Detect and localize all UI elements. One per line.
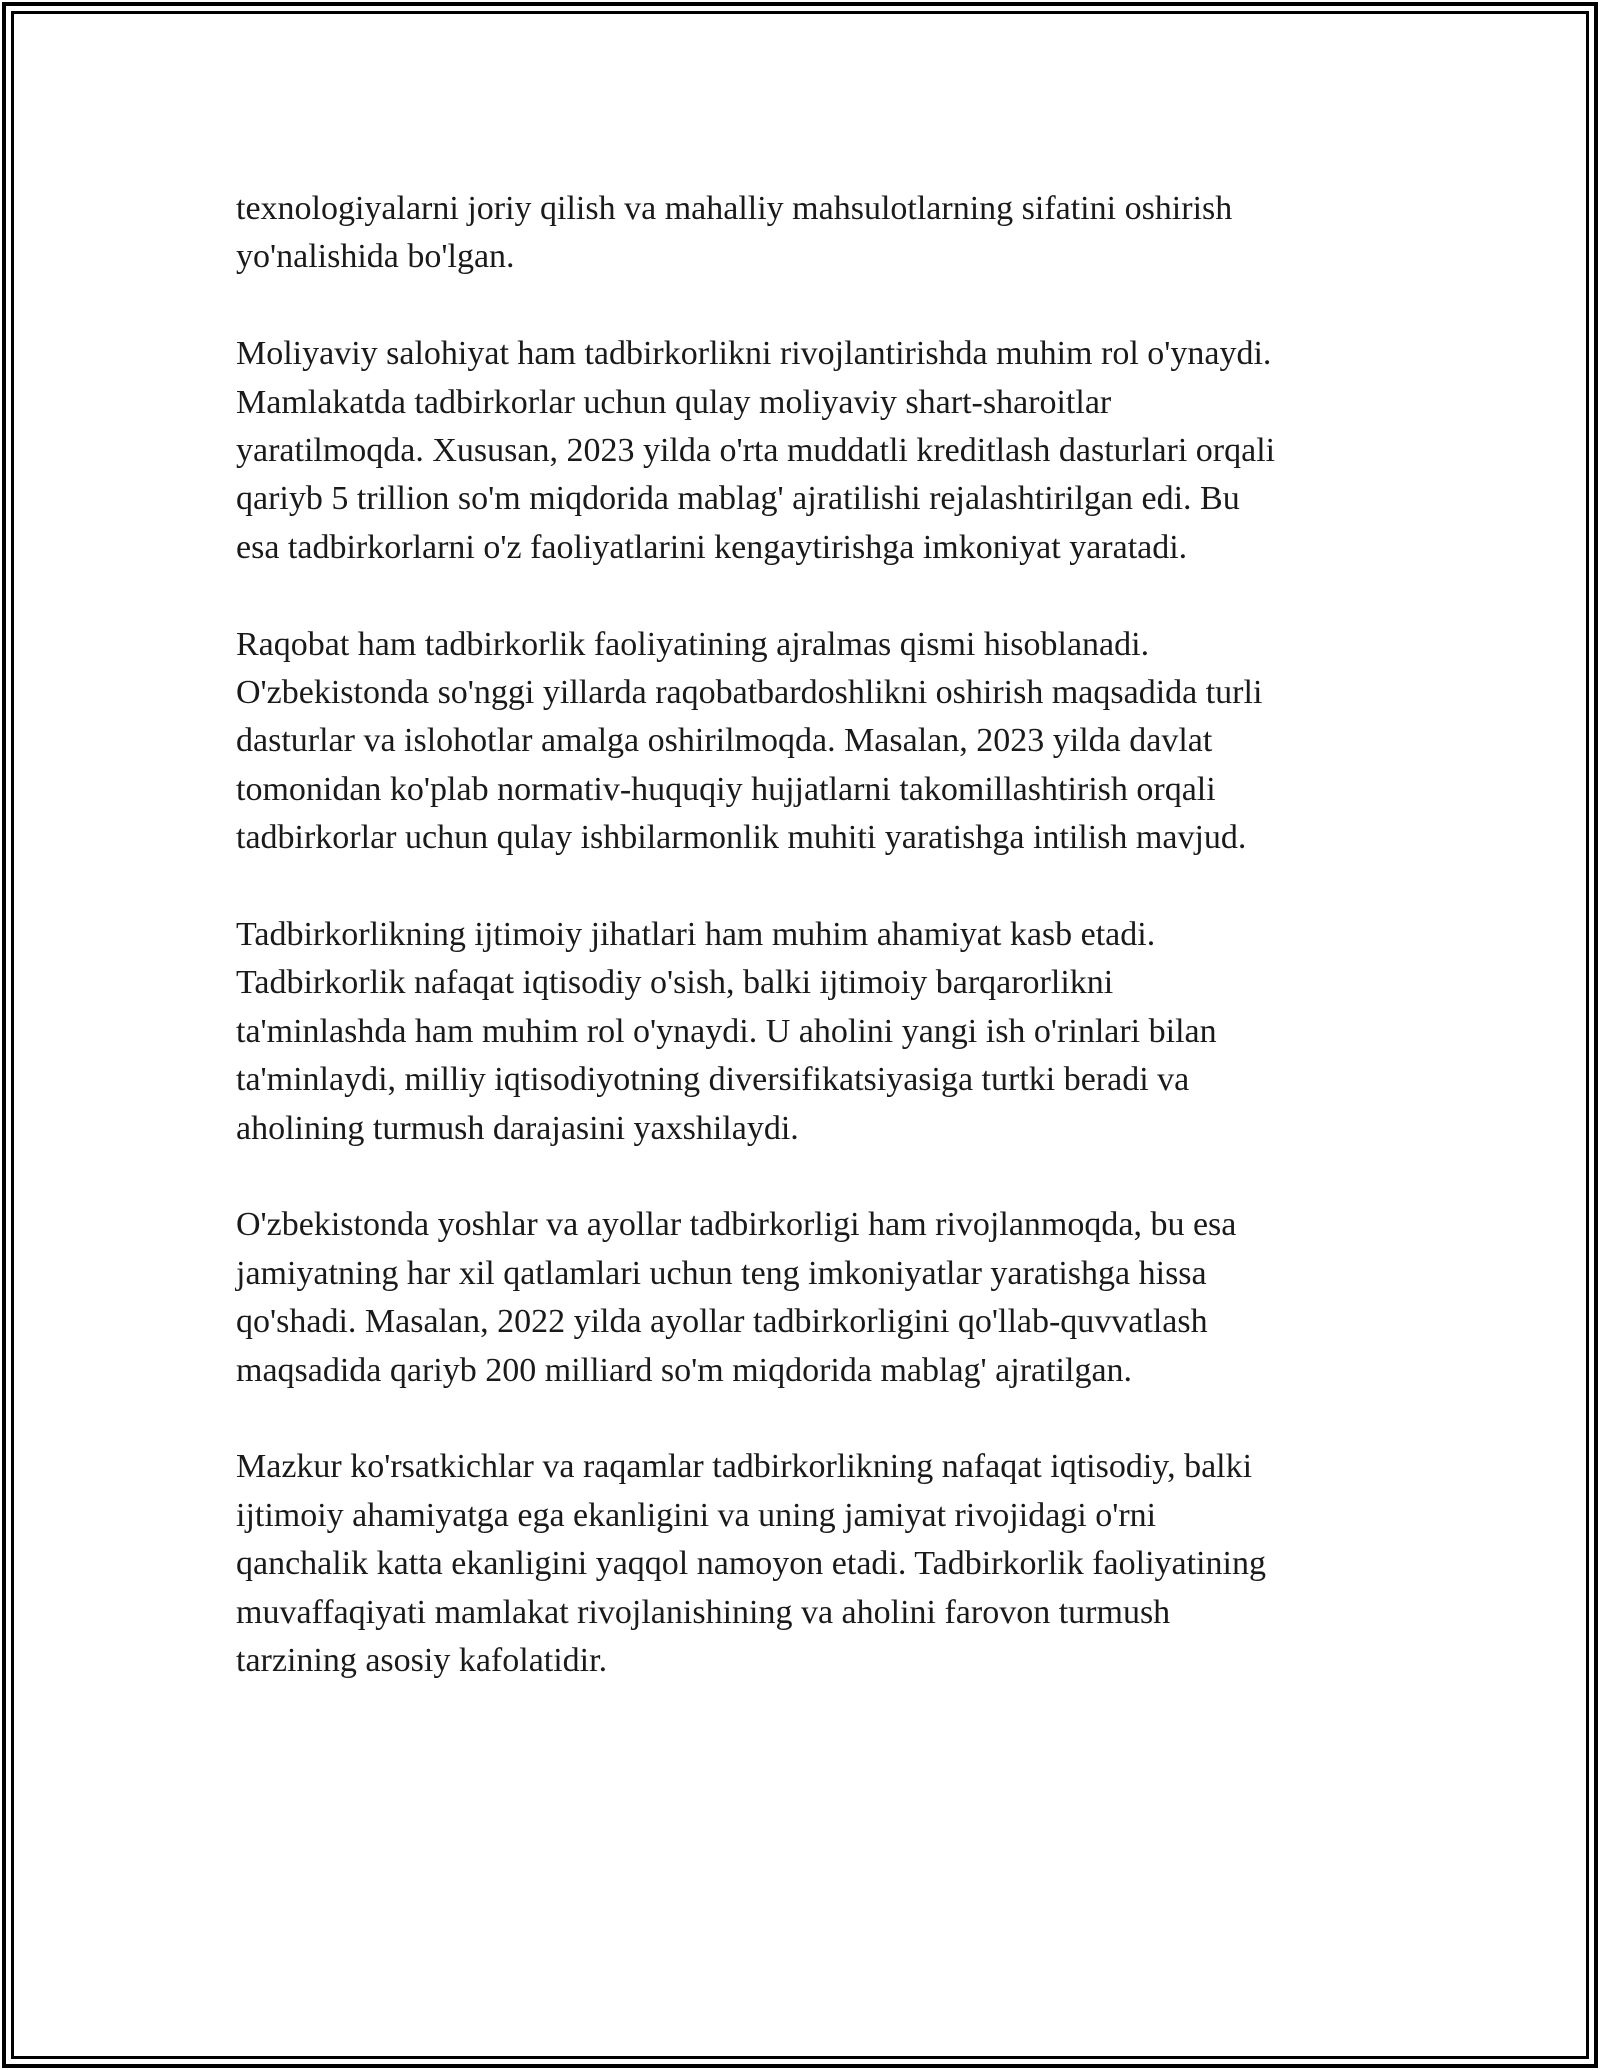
text-line: ta'minlaydi, milliy iqtisodiyotning diversifikatsiyasiga turtki beradi va (236, 1061, 1190, 1099)
text-line: jamiyatning har xil qatlamlari uchun teng imkoniyatlar yaratishga hissa (236, 1254, 1207, 1292)
text-line: Mamlakatda tadbirkorlar uchun qulay moliyaviy shart-sharoitlar (236, 383, 1112, 421)
text-line: yo'nalishida bo'lgan. (236, 238, 515, 276)
text-line: O'zbekistonda yoshlar va ayollar tadbirkorligi ham rivojlanmoqda, bu esa (236, 1206, 1237, 1244)
text-line: aholining turmush darajasini yaxshilaydi. (236, 1109, 799, 1147)
paragraph (236, 621, 1376, 863)
text-line: qo'shadi. Masalan, 2022 yilda ayollar tadbirkorligini qo'llab-quvvatlash (236, 1303, 1208, 1341)
paragraph (236, 911, 1376, 1153)
text-line: muvaffaqiyati mamlakat rivojlanishining va aholini farovon turmush (236, 1593, 1171, 1631)
text-line: dasturlar va islohotlar amalga oshirilmoqda. Masalan, 2023 yilda davlat (236, 722, 1213, 760)
text-line: Moliyaviy salohiyat ham tadbirkorlikni rivojlantirishda muhim rol o'ynaydi. (236, 335, 1272, 373)
text-line: maqsadida qariyb 200 milliard so'm miqdorida mablag' ajratilgan. (236, 1351, 1133, 1389)
paragraph (236, 1201, 1376, 1395)
text-line: tarzining asosiy kafolatidir. (236, 1642, 608, 1680)
text-line: qariyb 5 trillion so'm miqdorida mablag' ajratilishi rejalashtirilgan edi. Bu (236, 480, 1240, 518)
text-line: Tadbirkorlik nafaqat iqtisodiy o'sish, balki ijtimoiy barqarorlikni (236, 964, 1114, 1002)
text-line: texnologiyalarni joriy qilish va mahalliy mahsulotlarning sifatini oshirish (236, 190, 1233, 227)
text-line: Tadbirkorlikning ijtimoiy jihatlari ham muhim ahamiyat kasb etadi. (236, 916, 1156, 954)
text-line: Raqobat ham tadbirkorlik faoliyatining ajralmas qismi hisoblanadi. (236, 625, 1150, 663)
paragraph (236, 330, 1376, 572)
text-line: O'zbekistonda so'nggi yillarda raqobatbardoshlikni oshirish maqsadida turli (236, 674, 1263, 712)
paragraph (236, 1443, 1376, 1685)
text-line: esa tadbirkorlarni o'z faoliyatlarini kengaytirishga imkoniyat yaratadi. (236, 528, 1188, 566)
text-line: ijtimoiy ahamiyatga ega ekanligini va uning jamiyat rivojidagi o'rni (236, 1496, 1157, 1534)
text-line: qanchalik katta ekanligini yaqqol namoyon etadi. Tadbirkorlik faoliyatining (236, 1545, 1266, 1583)
paragraph (236, 185, 1376, 282)
document-body (236, 185, 1376, 1734)
text-line: tadbirkorlar uchun qulay ishbilarmonlik muhiti yaratishga intilish mavjud. (236, 819, 1247, 857)
text-line: Mazkur ko'rsatkichlar va raqamlar tadbirkorlikning nafaqat iqtisodiy, balki (236, 1448, 1253, 1486)
text-line: yaratilmoqda. Xususan, 2023 yilda o'rta muddatli kreditlash dasturlari orqali (236, 432, 1276, 470)
text-line: tomonidan ko'plab normativ-huquqiy hujjatlarni takomillashtirish orqali (236, 770, 1216, 808)
text-line: ta'minlashda ham muhim rol o'ynaydi. U aholini yangi ish o'rinlari bilan (236, 1012, 1217, 1050)
